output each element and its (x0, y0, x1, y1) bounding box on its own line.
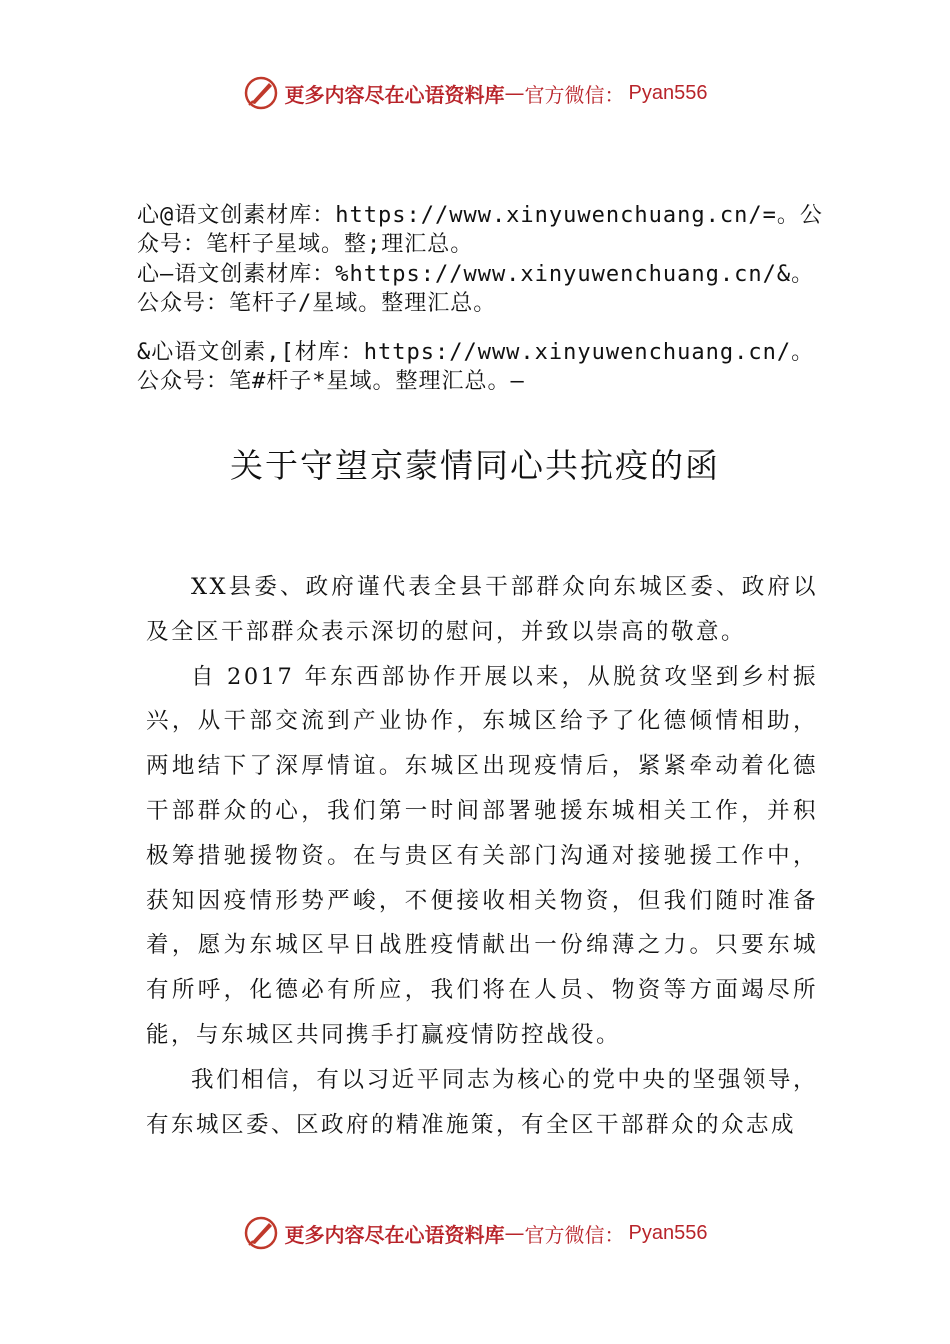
banner-brand: 更多内容尽在心语资料库 (284, 1222, 505, 1247)
banner-wechat-id: Pyan556 (628, 1221, 708, 1244)
document-body (146, 565, 818, 1147)
source-note-2: 心—语文创素材库：%https://www.xinyuwenchuang.cn/&。公众号：笔杆子/星域。整理汇总。 (137, 262, 815, 316)
banner-separator: — (504, 1221, 525, 1245)
banner-separator: — (504, 81, 525, 105)
banner-wechat-id: Pyan556 (628, 81, 708, 104)
paragraph-1: XX县委、政府谨代表全县干部群众向东城区委、政府以及全区干部群众表示深切的慰问，并致以崇高的敬意。 (146, 574, 818, 645)
quill-logo-icon (243, 1215, 279, 1251)
banner-brand: 更多内容尽在心语资料库 (284, 82, 505, 107)
paragraph-2: 自 2017 年东西部协作开展以来，从脱贫攻坚到乡村振兴，从干部交流到产业协作，东城区给予了化德倾情相助， 两地结下了深厚情谊。东城区出现疫情后，紧紧牵动着化德干部群众的心，我们第一时间部署驰援东城相关工作，并积极筹措驰援物资。在与贵区有关部门沟通对接驰援工作中， 获知因疫情形势严峻，不便接收相关物资，但我们随时准备着，愿为东城区早日战胜疫情献出一份绵薄之力。只要东城有所呼，化德必有所应，我们将在人员、物资等方面竭尽所能，与东城区共同携手打赢疫情防控战役。 (146, 663, 818, 1048)
quill-logo-icon (243, 75, 279, 111)
banner-wechat-label: 官方微信： (524, 82, 625, 107)
header-banner (0, 73, 950, 113)
paragraph-3: 我们相信，有以习近平同志为核心的党中央的坚强领导，有东城区委、区政府的精准施策，有全区干部群众的众志成 (146, 1066, 818, 1138)
footer-banner (0, 1213, 950, 1253)
source-note-3: &心语文创素,[材库：https://www.xinyuwenchuang.cn/。公众号：笔#杆子*星域。整理汇总。— (137, 340, 815, 394)
banner-wechat-label: 官方微信： (524, 1222, 625, 1247)
document-title: 关于守望京蒙情同心共抗疫的函 (230, 446, 720, 485)
source-note-1: 心@语文创素材库：https://www.xinyuwenchuang.cn/=。公众号：笔杆子星域。整;理汇总。 (137, 203, 823, 257)
